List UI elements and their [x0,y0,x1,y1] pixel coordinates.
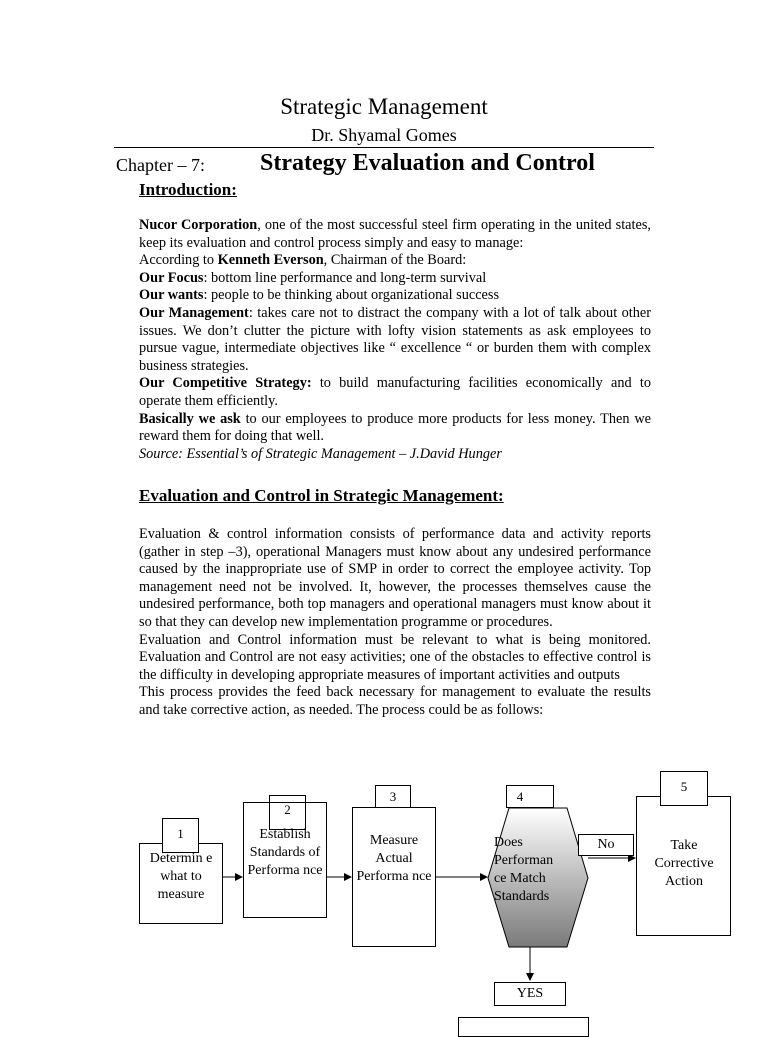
next-step-box [458,1017,589,1037]
ask-text: to our employees to produce more products for less money. Then we reward them for doing that well. [139,410,651,445]
introduction-heading: Introduction: [139,180,237,199]
chapter-label: Chapter – 7: [116,155,205,175]
nucor-text: , one of the most successful steel firm operating in the united states, keep its evaluation and control process simply and easy to manage: [139,217,651,251]
focus-label: Our Focus [139,269,204,286]
ask-label: Basically we ask [139,410,241,427]
strategy-label: Our Competitive Strategy: [139,375,312,392]
step-3-label: Measure Actual Performa nce [356,833,432,884]
evaluation-heading: Evaluation and Control in Strategic Management: [139,486,504,505]
strategy-text: to build manufacturing facilities economically and to operate them efficiently. [139,375,651,409]
evaluation-paragraph-2: Evaluation and Control information must be relevant to what is being monitored. Evaluation and Control are not easy activities; one of the obstacles to effective control is the difficulty in developing appropriate measures of important activities and outputs [139,631,651,683]
focus-text: : bottom line performance and long-term survival [203,269,487,286]
management-label: Our Management [139,304,249,321]
evaluation-paragraph-1: Evaluation & control information consists of performance data and activity reports (gather in step –3), operational Managers must know about any undesired performance caused by the inappropriate use of SMP in order to correct the employee activity. Top management need not be involved. It, however, the processes themselves cause the undesired performance, both top managers and operational managers must know about it so that they can develop new implementation programme or procedures. [139,526,651,630]
no-label: No [597,837,615,852]
step-5-label: Take Corrective Action [654,838,714,889]
chapter-title: Strategy Evaluation and Control [260,150,595,176]
nucor-label: Nucor Corporation [139,217,258,233]
step-4-number: 4 [516,789,524,804]
yes-label: YES [516,986,544,1001]
everson-pre: According to [139,252,218,269]
step-5-number: 5 [680,779,688,794]
wants-label: Our wants [139,287,204,304]
document-title: Strategic Management [280,94,488,119]
document-author: Dr. Shyamal Gomes [311,125,457,145]
management-text: : takes care not to distract the company with a lot of talk about other issues. We don’t clutter the picture with lofty vision statements as ask employees to pursue vague, intermediate objectives like “ excellence “ or burden them with complex business strategies. [139,304,652,374]
wants-text: : people to be thinking about organizational success [203,287,500,304]
step-3-number: 3 [389,789,397,804]
step-2-number: 2 [284,802,291,817]
evaluation-paragraph-3: This process provides the feed back necessary for management to evaluate the results and take corrective action, as needed. The process could be as follows: [139,684,651,718]
step-4-label: Does Performan ce Match Standards [494,835,554,904]
everson-name: Kenneth Everson [217,252,324,269]
step-1-number: 1 [177,826,184,841]
step-1-label: Determin e what to measure [149,851,213,902]
everson-post: , Chairman of the Board: [323,252,467,269]
source-citation: Source: Essential’s of Strategic Management – J.David Hunger [139,445,502,462]
step-2-label: Establish Standards of Performa nce [247,827,323,878]
